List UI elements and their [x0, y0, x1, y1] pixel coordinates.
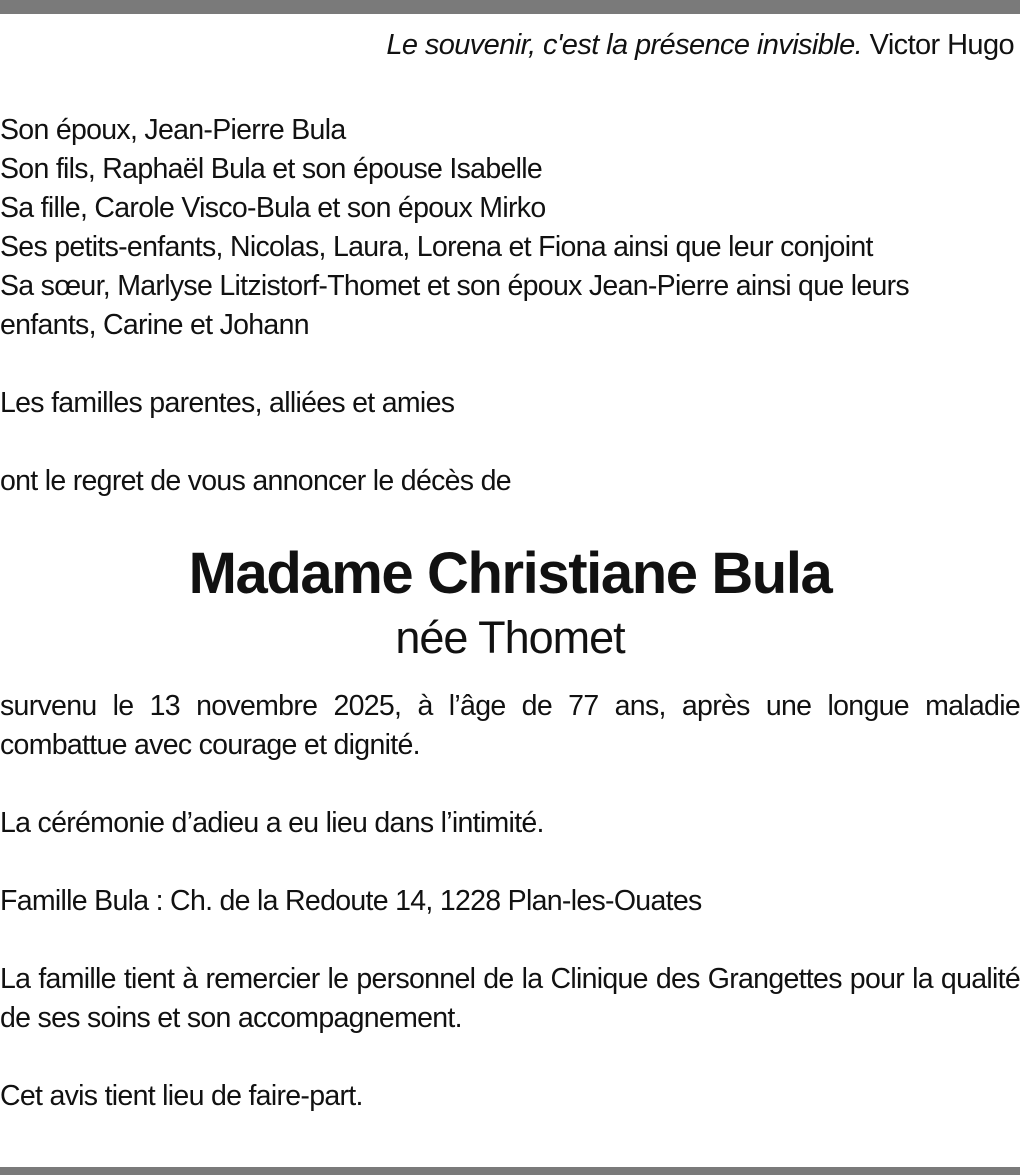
epigraph-quote [386, 26, 1014, 64]
quote-author: Victor Hugo [869, 29, 1014, 61]
closing-line: Cet avis tient lieu de faire-part. [0, 1080, 363, 1112]
family-line-sister: Sa sœur, Marlyse Litzistorf-Thomet et son époux Jean-Pierre ainsi que leurs [0, 270, 909, 302]
thanks-paragraph: La famille tient à remercier le personnel de la Clinique des Grangettes pour la qualité de ses soins et son accompagnement. [0, 963, 1020, 1034]
maiden-name: née Thomet [395, 612, 625, 663]
announcement-line: ont le regret de vous annoncer le décès de [0, 465, 511, 497]
family-line-sister-children: enfants, Carine et Johann [0, 309, 309, 341]
family-line-son: Son fils, Raphaël Bula et son épouse Isabelle [0, 153, 543, 185]
family-line-spouse: Son époux, Jean-Pierre Bula [0, 114, 346, 146]
ceremony-line: La cérémonie d’adieu a eu lieu dans l’intimité. [0, 807, 544, 839]
family-list [0, 111, 1020, 345]
quote-text: Le souvenir, c'est la présence invisible. [386, 29, 863, 61]
family-line-grandchildren: Ses petits-enfants, Nicolas, Laura, Lorena et Fiona ainsi que leur conjoint [0, 231, 873, 263]
obituary-body [0, 111, 1020, 1116]
address-line: Famille Bula : Ch. de la Redoute 14, 1228 Plan-les-Ouates [0, 885, 702, 917]
deceased-block [0, 539, 1020, 667]
death-info-paragraph: survenu le 13 novembre 2025, à l’âge de 77 ans, après une longue maladie combattue avec courage et dignité. [0, 690, 1020, 761]
top-border-rule [0, 0, 1020, 14]
relatives-line: Les familles parentes, alliées et amies [0, 387, 455, 419]
bottom-border-rule [0, 1167, 1020, 1175]
family-line-daughter: Sa fille, Carole Visco-Bula et son époux Mirko [0, 192, 546, 224]
deceased-name: Madame Christiane Bula [188, 541, 832, 606]
